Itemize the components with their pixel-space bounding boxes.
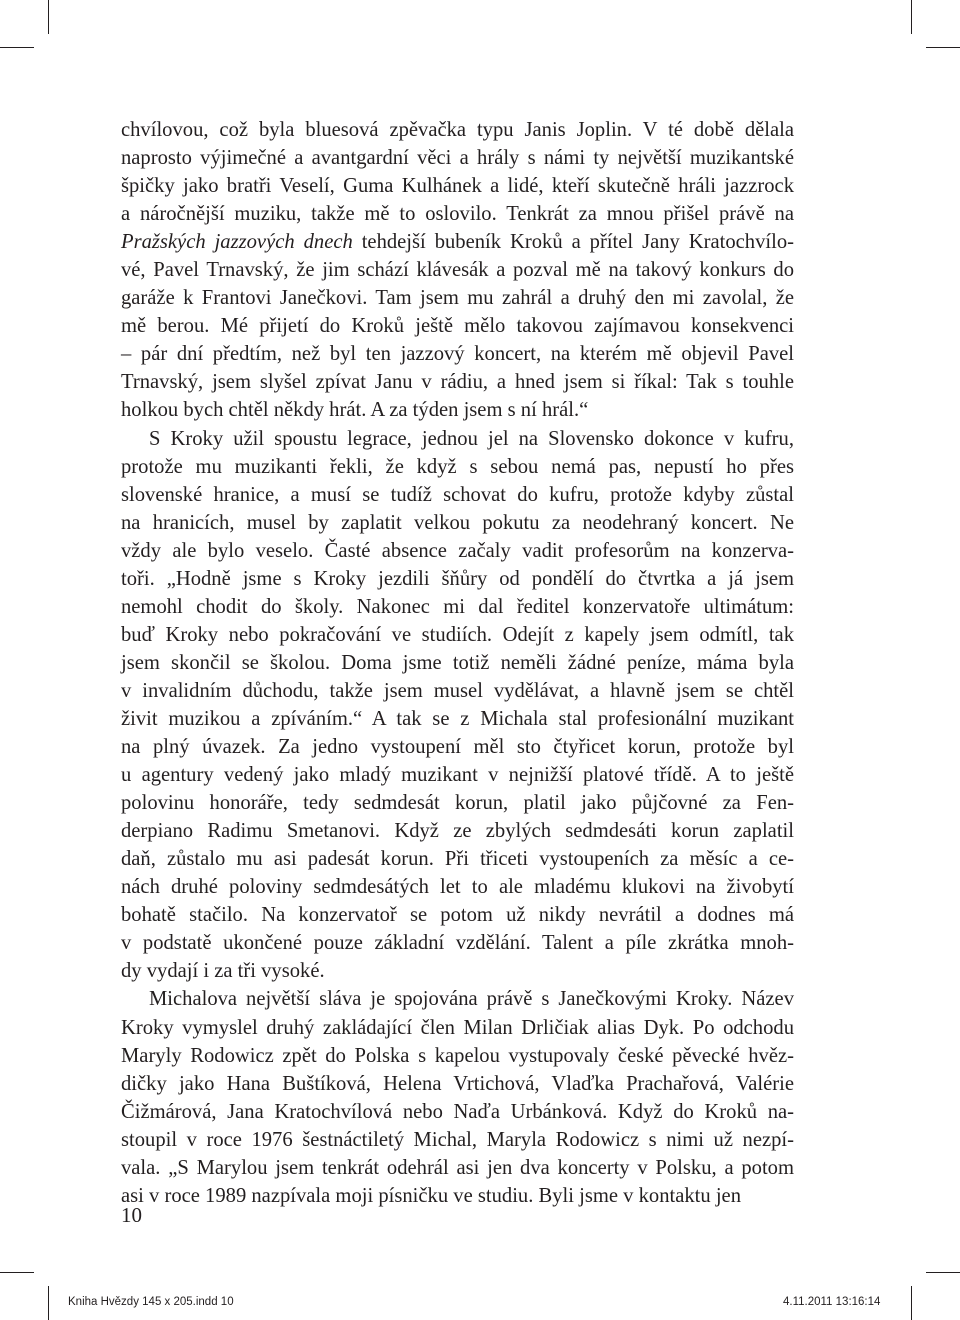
text-segment: toři. „Hodně jsme s Kroky jezdili šňůry od pondělí do čtvrtka a já jsem bbox=[121, 567, 794, 590]
text-line bbox=[121, 985, 794, 1013]
text-line bbox=[121, 677, 794, 705]
text-line bbox=[121, 929, 794, 957]
text-segment: u agentury vedený jako mladý muzikant v nejnižší platové třídě. A to ještě bbox=[121, 764, 794, 787]
crop-mark-top-right-horizontal bbox=[926, 47, 960, 48]
text-line bbox=[121, 312, 794, 340]
text-segment: a náročnější muziku, takže mě to oslovilo. Tenkrát za mnou přišel právě na bbox=[121, 203, 794, 226]
text-segment: vé, Pavel Trnavský, že jim schází klávesák a pozval mě na takový konkurs do bbox=[121, 259, 794, 282]
body-text bbox=[121, 116, 794, 1210]
text-line bbox=[121, 621, 794, 649]
text-line bbox=[121, 733, 794, 761]
text-line bbox=[121, 1070, 794, 1098]
text-segment: bohatě stačilo. Na konzervatoř se potom už nikdy nevrátil a dodnes má bbox=[121, 904, 794, 927]
slug-file-name: Kniha Hvězdy 145 x 205.indd 10 bbox=[68, 1296, 234, 1308]
text-segment: vždy ale bylo veselo. Časté absence začaly vadit profesorům na konzerva- bbox=[121, 539, 794, 562]
text-segment: polovinu honoráře, tedy sedmdesát korun, platil jako půjčovné za Fen- bbox=[121, 792, 794, 815]
text-segment: garáže k Frantovi Janečkovi. Tam jsem mu zahrál a druhý den mi zavolal, že bbox=[121, 287, 794, 310]
text-segment: stoupil v roce 1976 šestnáctiletý Michal, Maryla Rodowicz s nimi už nezpí- bbox=[121, 1128, 794, 1151]
text-line bbox=[121, 565, 794, 593]
text-line bbox=[121, 537, 794, 565]
text-line bbox=[121, 873, 794, 901]
text-line bbox=[121, 396, 794, 424]
text-segment: slovenské hranice, a musí se tudíž schovat do kufru, protože kdyby zůstal bbox=[121, 483, 794, 506]
text-segment: vala. „S Marylou jsem tenkrát odehrál asi jen dva koncerty v Polsku, a potom bbox=[121, 1156, 794, 1179]
text-line bbox=[121, 425, 794, 453]
text-segment: Trnavský, jsem slyšel zpívat Janu v rádiu, a hned jsem si říkal: Tak s touhle bbox=[121, 371, 794, 394]
text-segment: dy vydají i za tři vysoké. bbox=[121, 960, 325, 983]
text-line bbox=[121, 1014, 794, 1042]
text-segment: naprosto výjimečné a avantgardní věci a hrály s námi ty největší muzikantské bbox=[121, 147, 794, 170]
text-segment: jsem skončil se školou. Doma jsme totiž neměli žádné peníze, máma byla bbox=[121, 651, 794, 674]
text-segment: protože mu muzikanti řekli, že když s sebou nemá pas, nepustí ho přes bbox=[121, 455, 794, 478]
text-segment: mě berou. Mé přijetí do Kroků ještě mělo takovou zajímavou konsekvenci bbox=[121, 315, 794, 338]
page-number: 10 bbox=[121, 1203, 142, 1227]
text-line bbox=[121, 340, 794, 368]
text-segment: dičky jako Hana Buštíková, Helena Vrtichová, Vlaďka Prachařová, Valérie bbox=[121, 1072, 794, 1095]
text-line bbox=[121, 1042, 794, 1070]
text-line bbox=[121, 789, 794, 817]
crop-mark-top-left bbox=[48, 0, 49, 34]
text-line bbox=[121, 649, 794, 677]
text-segment: nemohl chodit do školy. Nakonec mi dal ředitel konzervatoře ultimátum: bbox=[121, 595, 794, 618]
text-segment: na hranicích, musel by zaplatit velkou pokutu za neodehraný koncert. Ne bbox=[121, 511, 794, 534]
text-line bbox=[121, 200, 794, 228]
text-segment: špičky jako bratři Veselí, Guma Kulhánek a lidé, kteří skutečně hráli jazzrock bbox=[121, 175, 794, 198]
text-line bbox=[121, 593, 794, 621]
text-line bbox=[121, 284, 794, 312]
text-segment: Kroky vymyslel druhý zakládající člen Milan Drličiak alias Dyk. Po odchodu bbox=[121, 1016, 794, 1039]
text-line bbox=[121, 705, 794, 733]
text-segment: nách druhé poloviny sedmdesátých let to ale mladému klukovi na živobytí bbox=[121, 876, 794, 899]
crop-mark-bottom-left bbox=[48, 1286, 49, 1320]
text-segment: derpiano Radimu Smetanovi. Když ze zbylých sedmdesáti korun zaplatil bbox=[121, 820, 794, 843]
text-line bbox=[121, 761, 794, 789]
text-segment: – pár dní předtím, než byl ten jazzový koncert, na kterém mě objevil Pavel bbox=[121, 343, 794, 366]
text-line bbox=[121, 144, 794, 172]
text-line bbox=[121, 228, 794, 256]
text-segment: daň, zůstalo mu asi padesát korun. Při třiceti vystoupeních za měsíc a ce- bbox=[121, 848, 794, 871]
text-line bbox=[121, 901, 794, 929]
text-line bbox=[121, 116, 794, 144]
text-line bbox=[121, 172, 794, 200]
crop-mark-top-right bbox=[911, 0, 912, 34]
crop-mark-bottom-right-horizontal bbox=[926, 1272, 960, 1273]
text-segment: živit muzikou a zpíváním.“ A tak se z Michala stal profesionální muzikant bbox=[121, 707, 794, 730]
text-line bbox=[121, 1182, 794, 1210]
text-line bbox=[121, 256, 794, 284]
text-line bbox=[121, 1154, 794, 1182]
text-segment: Čižmárová, Jana Kratochvílová nebo Naďa Urbánková. Když do Kroků na- bbox=[121, 1100, 794, 1123]
text-line bbox=[121, 453, 794, 481]
text-line bbox=[121, 1098, 794, 1126]
text-segment: v podstatě ukončené pouze základní vzdělání. Talent a píle zkrátka mnoh- bbox=[121, 932, 794, 955]
text-segment: na plný úvazek. Za jedno vystoupení měl sto čtyřicet korun, protože byl bbox=[121, 736, 794, 759]
text-segment: v invalidním důchodu, takže jsem musel vydělávat, a hlavně jsem se chtěl bbox=[121, 679, 794, 702]
text-line bbox=[121, 1126, 794, 1154]
text-line bbox=[121, 845, 794, 873]
text-segment: asi v roce 1989 nazpívala moji písničku ve studiu. Byli jsme v kontaktu jen bbox=[121, 1184, 741, 1207]
text-line bbox=[121, 481, 794, 509]
text-segment: holkou bych chtěl někdy hrát. A za týden jsem s ní hrál.“ bbox=[121, 399, 589, 422]
text-segment: buď Kroky nebo pokračování ve studiích. Odejít z kapely jsem odmítl, tak bbox=[121, 623, 794, 646]
text-line bbox=[121, 368, 794, 396]
text-segment: Maryly Rodowicz zpět do Polska s kapelou vystupovaly české pěvecké hvěz- bbox=[121, 1044, 794, 1067]
text-line bbox=[121, 509, 794, 537]
crop-mark-bottom-left-horizontal bbox=[0, 1272, 34, 1273]
italic-text: Pražských jazzových dnech bbox=[121, 231, 353, 254]
text-segment: Michalova největší sláva je spojována právě s Janečkovými Kroky. Název bbox=[149, 988, 794, 1011]
crop-mark-bottom-right bbox=[911, 1286, 912, 1320]
text-segment: tehdejší bubeník Kroků a přítel Jany Kratochvílo- bbox=[352, 231, 794, 254]
text-line bbox=[121, 957, 794, 985]
crop-mark-top-left-horizontal bbox=[0, 47, 34, 48]
text-line bbox=[121, 817, 794, 845]
text-segment: S Kroky užil spoustu legrace, jednou jel na Slovensko dokonce v kufru, bbox=[149, 427, 794, 450]
text-segment: chvílovou, což byla bluesová zpěvačka typu Janis Joplin. V té době dělala bbox=[121, 119, 794, 141]
slug-timestamp: 4.11.2011 13:16:14 bbox=[783, 1296, 881, 1308]
